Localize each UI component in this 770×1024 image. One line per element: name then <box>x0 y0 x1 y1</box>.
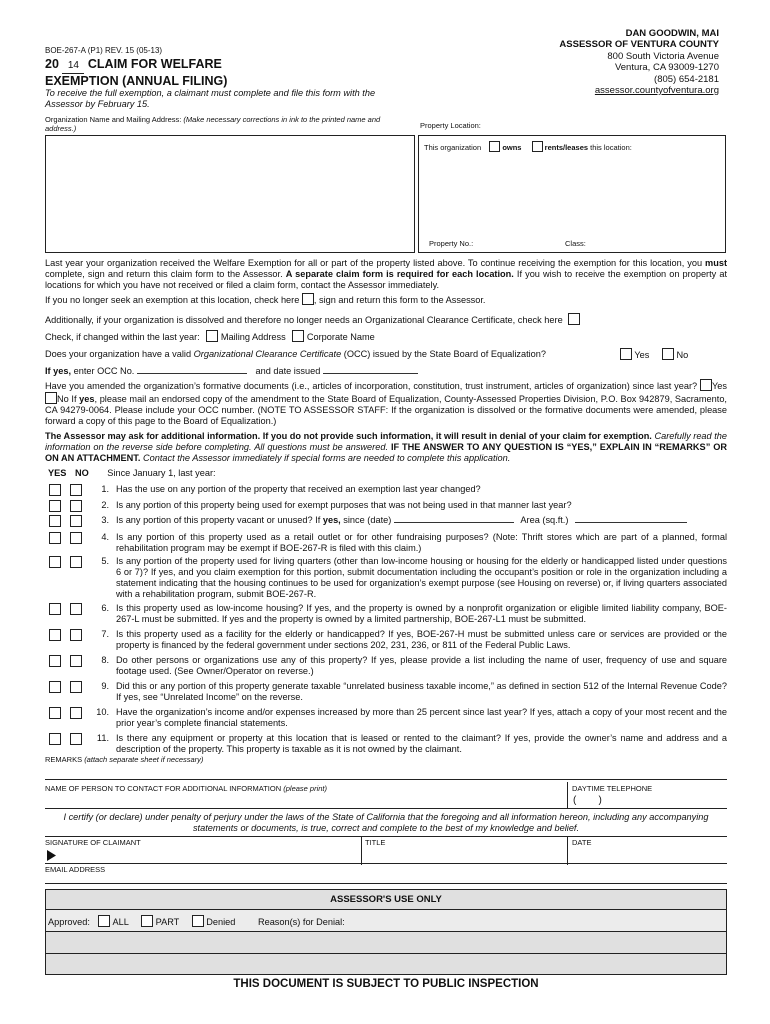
corporate-name-checkbox[interactable] <box>292 330 304 342</box>
question-9: 9. Did this or any portion of this property generate taxable “unrelated business taxable income,” as defined in section 512 of the Internal Revenue Code? If yes, see “Unrelated Income” on the reverse. <box>45 681 727 703</box>
property-no-label: Property No.: <box>429 239 474 248</box>
q5-yes-checkbox[interactable] <box>49 556 61 568</box>
question-2: 2. Is any portion of this property being used for exempt purposes that was not being used in that manner last year? <box>45 500 727 511</box>
org-label: Organization Name and Mailing Address: (Make necessary corrections in ink to the printed name and address.) <box>45 115 381 133</box>
q5-no-checkbox[interactable] <box>70 556 82 568</box>
q11-no-checkbox[interactable] <box>70 733 82 745</box>
question-3: 3. Is any portion of this property vacant or unused? If yes, since (date) Area (sq.ft.) <box>45 515 727 526</box>
changed-row: Check, if changed within the last year: Mailing Address Corporate Name <box>45 332 375 342</box>
assessor-name: DAN GOODWIN, MAI <box>625 28 719 39</box>
org-address-box[interactable] <box>45 135 415 253</box>
q10-no-checkbox[interactable] <box>70 707 82 719</box>
form-subtitle: To receive the full exemption, a claimant must complete and file this form with the Assessor by February 15. <box>45 88 376 110</box>
property-box: This organization owns rents/leases this location: Property No.: Class: <box>418 135 726 253</box>
assessor-use-heading: ASSESSOR'S USE ONLY <box>46 890 726 910</box>
question-8: 8. Do other persons or organizations use any of this property? If yes, please provide a list including the name of user, frequency of use and square footage used. (See Owner/Operator on reverse.) <box>45 655 727 677</box>
assessor-use-box: ASSESSOR'S USE ONLY Approved: ALL PART Denied Reason(s) for Denial: <box>45 889 727 975</box>
mailing-address-checkbox[interactable] <box>206 330 218 342</box>
question-7: 7. Is this property used as a facility for the elderly or handicapped? If yes, BOE-267-H must be submitted unless care or services are provided or the property is financed by the federal government under sections 202, 231, 236, or 811 of the Federal Public Laws. <box>45 629 727 651</box>
occ-yes-checkbox[interactable] <box>620 348 632 360</box>
email-row <box>45 864 727 884</box>
assessor-website[interactable]: assessor.countyofventura.org <box>594 84 719 96</box>
amended-yes-checkbox[interactable] <box>700 379 712 391</box>
assessor-phone: (805) 654-2181 <box>654 73 719 85</box>
occ-date-field[interactable] <box>323 373 418 374</box>
q6-yes-checkbox[interactable] <box>49 603 61 615</box>
occ-question: Does your organization have a valid Organizational Clearance Certificate (OCC) issued by the State Board of Equalization? <box>45 349 547 359</box>
q8-no-checkbox[interactable] <box>70 655 82 667</box>
q4-yes-checkbox[interactable] <box>49 532 61 544</box>
remarks-field[interactable] <box>45 766 727 780</box>
phone-label: DAYTIME TELEPHONE <box>572 784 653 793</box>
date-field[interactable] <box>572 848 722 864</box>
assessor-address2: Ventura, CA 93009-1270 <box>614 62 719 74</box>
question-10: 10. Have the organization’s income and/or expenses increased by more than 25 percent since last year? If yes, attach a copy of your most recent and the prior year’s complete financial statements. <box>45 707 727 729</box>
q1-no-checkbox[interactable] <box>70 484 82 496</box>
q3-no-checkbox[interactable] <box>70 515 82 527</box>
signature-row <box>45 836 727 864</box>
q6-no-checkbox[interactable] <box>70 603 82 615</box>
question-5: 5. Is any portion of the property used for living quarters (other than low-income housing or housing for the elderly or handicapped listed under questions 6 or 7)? If yes, and you claim exemption for this portion, submit documentation including the occupant’s position or role in the organization including a statement indicating that the housing continues to be used for organization’s exempt purpose (see Housing on reverse) or, if living quarters associated with a rehabilitation program, submit BOE-267-R. <box>45 556 727 599</box>
year-field[interactable]: 14 <box>62 60 84 74</box>
signature-label: SIGNATURE OF CLAIMANT <box>45 838 141 847</box>
assessor-title: ASSESSOR OF VENTURA COUNTY <box>559 39 719 51</box>
title-label: TITLE <box>365 838 386 847</box>
no-longer-checkbox[interactable] <box>302 293 314 305</box>
occ-number-field[interactable] <box>137 373 247 374</box>
owns-checkbox[interactable] <box>489 141 500 152</box>
property-location-label: Property Location: <box>420 121 481 130</box>
q10-yes-checkbox[interactable] <box>49 707 61 719</box>
no-longer-row: If you no longer seek an exemption at this location, check here , sign and return this form to the Assessor. <box>45 295 486 305</box>
denial-reason-line-1[interactable] <box>46 932 726 954</box>
form-title <box>45 57 385 89</box>
year-prefix: 20 <box>45 57 59 71</box>
question-1: 1. Has the use on any portion of the property that received an exemption last year changed? <box>45 484 727 495</box>
form-id: BOE-267-A (P1) REV. 15 (05-13) <box>45 46 163 55</box>
q4-no-checkbox[interactable] <box>70 532 82 544</box>
question-11: 11. Is there any equipment or property at this location that is leased or rented to the claimant? If yes, provide the owner’s name and address and a description of the property. This property is taxable as it is not owned by the claimant. <box>45 733 727 755</box>
certify-statement: I certify (or declare) under penalty of perjury under the laws of the State of California that the foregoing and all information hereon, including any accompanying statements or documents, is true, correct and complete to the best of my knowledge and belief. <box>63 812 709 834</box>
contact-row: NAME OF PERSON TO CONTACT FOR ADDITIONAL INFORMATION (please print) DAYTIME TELEPHONE ( ) <box>45 782 727 809</box>
occ-no-checkbox[interactable] <box>662 348 674 360</box>
signature-field[interactable] <box>59 848 359 864</box>
dissolved-checkbox[interactable] <box>568 313 580 325</box>
question-4: 4. Is any portion of this property used as a retail outlet or for other fundraising purposes? (Note: Thrift stores which are part of a planned, formal rehabilitation program may be exempt if BOE-267-R is filed with this claim.) <box>45 532 727 554</box>
class-label: Class: <box>565 239 586 248</box>
phone-field[interactable]: ( ) <box>573 795 602 806</box>
q7-yes-checkbox[interactable] <box>49 629 61 641</box>
rents-checkbox[interactable] <box>532 141 543 152</box>
vacant-area-field[interactable] <box>575 522 687 523</box>
occ-number-row: If yes, enter OCC No. and date issued <box>45 366 418 377</box>
intro-paragraph: Last year your organization received the Welfare Exemption for all or part of the property listed above. To continue receiving the exemption for this location, you must complete, sign and return this claim form to the Assessor. A separate claim form is required for each location. If you wish to receive the exemption on property at locations for which you have not received or filed a claim form, contact the Assessor immediately. <box>45 258 728 291</box>
assessor-address1: 800 South Victoria Avenue <box>607 50 719 62</box>
contact-name-field[interactable] <box>45 794 565 808</box>
dissolved-row: Additionally, if your organization is dissolved and therefore no longer needs an Organizational Clearance Certificate, check here <box>45 313 580 326</box>
q9-no-checkbox[interactable] <box>70 681 82 693</box>
q7-no-checkbox[interactable] <box>70 629 82 641</box>
q2-no-checkbox[interactable] <box>70 500 82 512</box>
approved-all-checkbox[interactable] <box>98 915 110 927</box>
question-6: 6. Is this property used as low-income housing? If yes, and the property is owned by a nonprofit organization or eligible limited liability company, BOE-267-L must be submitted. If yes and the property is owned by a limited partnership, BOE-267-L1 must be submitted. <box>45 603 727 625</box>
title-line2: EXEMPTION (ANNUAL FILING) <box>45 73 228 88</box>
q8-yes-checkbox[interactable] <box>49 655 61 667</box>
denial-reason-line-2[interactable] <box>46 954 726 975</box>
email-field[interactable] <box>105 866 705 882</box>
q1-yes-checkbox[interactable] <box>49 484 61 496</box>
assessor-block <box>459 28 719 96</box>
questions-header: YES NO Since January 1, last year: <box>48 468 216 478</box>
warning-paragraph: The Assessor may ask for additional information. If you do not provide such information, it will result in denial of your claim for exemption. Carefully read the information on the reverse side before completing. All questions must be answered. IF THE ANSWER TO ANY QUESTION IS “YES,” EXPLAIN IN “REMARKS” OR ON AN ATTACHMENT. Contact the Assessor immediately if special forms are needed to complete this application. <box>45 431 728 464</box>
denied-checkbox[interactable] <box>192 915 204 927</box>
date-label: DATE <box>572 838 592 847</box>
email-label: EMAIL ADDRESS <box>45 865 106 874</box>
title-field[interactable] <box>365 848 565 864</box>
q3-yes-checkbox[interactable] <box>49 515 61 527</box>
triangle-right-icon <box>47 850 56 861</box>
q11-yes-checkbox[interactable] <box>49 733 61 745</box>
q9-yes-checkbox[interactable] <box>49 681 61 693</box>
vacant-since-field[interactable] <box>394 522 514 523</box>
amended-paragraph: Have you amended the organization’s formative documents (i.e., articles of incorporation, constitution, trust instrument, articles of organization) since last year? Yes No If yes, please mail an endorsed copy of the amendment to the State Board of Equalization, County-Assessed Properties Division, P.O. Box 942879, Sacramento, CA 94279-0064. Please include your OCC number. (NOTE TO ASSESSOR STAFF: If the organization is dissolved or the formative documents were amended, please forward a copy of this page to the Board of Equalization.) <box>45 381 727 427</box>
occ-answers: Yes No <box>620 348 688 361</box>
remarks-label: REMARKS (attach separate sheet if necessary) <box>45 755 204 764</box>
public-inspection-notice: THIS DOCUMENT IS SUBJECT TO PUBLIC INSPECTION <box>233 978 539 990</box>
title-line1: CLAIM FOR WELFARE <box>87 57 222 71</box>
q2-yes-checkbox[interactable] <box>49 500 61 512</box>
approved-part-checkbox[interactable] <box>141 915 153 927</box>
amended-no-checkbox[interactable] <box>45 392 57 404</box>
